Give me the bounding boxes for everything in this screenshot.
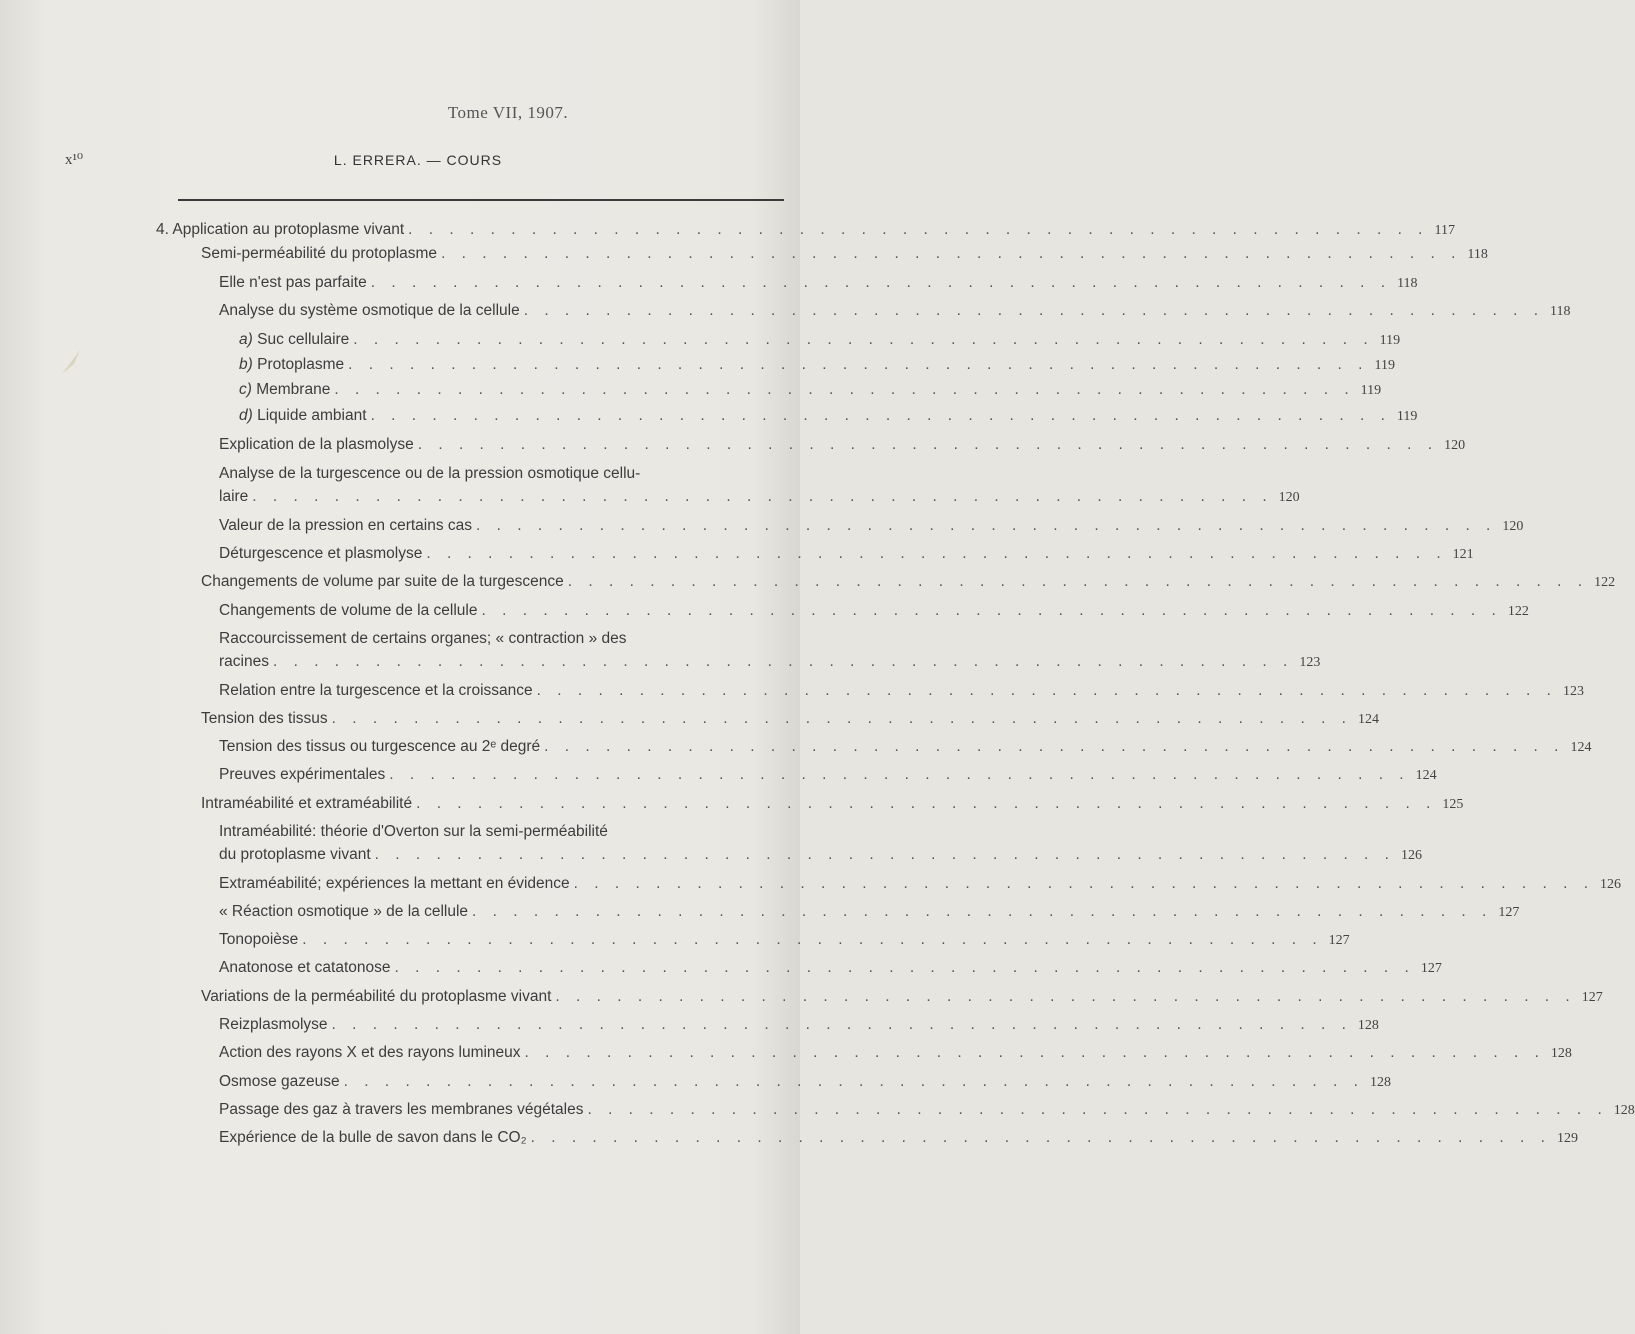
toc-entry-text: Changements de volume par suite de la turgescence <box>201 573 564 590</box>
dot-leader: . . . . . . . . . . . . . . . . . . . . . . . . . . . . . . . . . . . . . . . . . . . . . . . . . . <box>416 795 1437 812</box>
toc-entry-text: Intraméabilité et extraméabilité <box>201 795 413 812</box>
toc-entry <box>219 463 1300 508</box>
toc-entry <box>219 1042 1572 1064</box>
toc-entry-label <box>201 571 564 592</box>
toc-entry-text: Reizplasmolyse <box>219 1016 328 1033</box>
dot-leader: . . . . . . . . . . . . . . . . . . . . . . . . . . . . . . . . . . . . . . . . . . . . . . . . . . <box>389 766 1410 783</box>
dot-leader: . . . . . . . . . . . . . . . . . . . . . . . . . . . . . . . . . . . . . . . . . . . . . . . . . . <box>426 545 1447 562</box>
toc-entry-page-number: 124 <box>1570 740 1592 755</box>
page-number: x¹⁰ <box>65 152 84 168</box>
toc-entry-label <box>219 651 269 672</box>
toc-entry-text: Relation entre la turgescence et la croissance <box>219 682 533 699</box>
toc-entry-text: Analyse du système osmotique de la cellule <box>219 302 520 319</box>
dot-leader: . . . . . . . . . . . . . . . . . . . . . . . . . . . . . . . . . . . . . . . . . . . . . . . . . . <box>567 573 1589 590</box>
toc-entry-row <box>156 219 1455 241</box>
toc-entry-text: Variations de la perméabilité du protoplasme vivant <box>201 988 552 1005</box>
toc-entry-page-number: 128 <box>1357 1018 1379 1033</box>
dot-leader: . . . . . . . . . . . . . . . . . . . . . . . . . . . . . . . . . . . . . . . . . . . . . . . . . . <box>524 1044 1545 1061</box>
toc-entry-page-number: 119 <box>1379 333 1401 348</box>
toc-entry-page-number: 118 <box>1467 247 1488 262</box>
toc-entry-page-number: 119 <box>1374 358 1395 373</box>
toc-entry-text: Valeur de la pression en certains cas <box>219 517 473 534</box>
toc-entry-row <box>239 405 1418 427</box>
toc-entry-first-line: Intraméabilité: théorie d'Overton sur la semi-perméabilité <box>219 823 608 840</box>
toc-entry-page-number: 117 <box>1434 223 1455 238</box>
dot-leader: . . . . . . . . . . . . . . . . . . . . . . . . . . . . . . . . . . . . . . . . . . . . . . . . . . <box>417 436 1439 453</box>
toc-entry-row <box>201 571 1616 593</box>
toc-entry-text: Osmose gazeuse <box>219 1073 340 1090</box>
toc-entry <box>219 1014 1379 1036</box>
toc-entry <box>201 571 1616 593</box>
toc-entry-row <box>219 1127 1578 1149</box>
toc-entry <box>219 1099 1635 1121</box>
toc-entry-row <box>201 708 1379 730</box>
toc-entry-text: Anatonose et catatonose <box>219 959 391 976</box>
toc-entry-label <box>219 736 540 757</box>
toc-entry-label <box>219 543 422 564</box>
toc-entry <box>219 901 1520 923</box>
toc-entry-label <box>239 379 330 400</box>
dot-leader: . . . . . . . . . . . . . . . . . . . . . . . . . . . . . . . . . . . . . . . . . . . . . . . . . . <box>481 602 1502 619</box>
toc-entry-page-number: 125 <box>1442 797 1464 812</box>
toc-entry <box>201 986 1603 1008</box>
toc-entry-text: Passage des gaz à travers les membranes végétales <box>219 1101 584 1118</box>
dot-leader: . . . . . . . . . . . . . . . . . . . . . . . . . . . . . . . . . . . . . . . . . . . . . . . . . . <box>272 653 1294 670</box>
toc-entry-row <box>219 272 1418 294</box>
toc-entry-page-number: 119 <box>1360 383 1382 398</box>
toc-entry-row <box>239 354 1395 376</box>
toc-entry-label <box>219 764 385 785</box>
toc-entry-label <box>156 219 404 240</box>
toc-entry-label <box>219 300 520 321</box>
toc-entry-text: Déturgescence et plasmolyse <box>219 545 423 562</box>
toc-entry-row <box>219 873 1622 895</box>
toc-entry-page-number: 123 <box>1299 655 1321 670</box>
toc-entry-label <box>201 708 328 729</box>
toc-entry-page-number: 122 <box>1507 604 1529 619</box>
toc-entry-page-number: 122 <box>1594 575 1616 590</box>
toc-entry-row <box>219 515 1524 537</box>
toc-entry-page-number: 118 <box>1550 304 1571 319</box>
toc-entry-text: Semi-perméabilité du protoplasme <box>201 245 438 262</box>
running-head: L. ERRERA. — COURS <box>333 152 503 168</box>
toc-entry-page-number: 127 <box>1581 990 1603 1005</box>
toc-entry <box>219 628 1321 673</box>
toc-entry-text: « Réaction osmotique » de la cellule <box>219 903 469 920</box>
toc-entry-text: 4. Application au protoplasme vivant <box>156 221 405 238</box>
dot-leader: . . . . . . . . . . . . . . . . . . . . . . . . . . . . . . . . . . . . . . . . . . . . . . . . . . <box>408 221 1429 238</box>
toc-entry-text: Protoplasme <box>257 356 345 373</box>
toc-entry <box>219 434 1466 456</box>
toc-entry-label <box>219 1071 340 1092</box>
toc-entry-text: Suc cellulaire <box>257 331 350 348</box>
dot-leader: . . . . . . . . . . . . . . . . . . . . . . . . . . . . . . . . . . . . . . . . . . . . . . . . . . <box>353 331 1374 348</box>
toc-entry-row <box>219 543 1474 565</box>
toc-entry <box>219 929 1350 951</box>
dot-leader: . . . . . . . . . . . . . . . . . . . . . . . . . . . . . . . . . . . . . . . . . . . . . . . . . . <box>334 381 1355 398</box>
toc-entry-page-number: 127 <box>1498 905 1520 920</box>
toc-entry-label <box>201 986 551 1007</box>
toc-entry-row <box>219 651 1321 673</box>
dot-leader: . . . . . . . . . . . . . . . . . . . . . . . . . . . . . . . . . . . . . . . . . . . . . . . . . . <box>394 959 1415 976</box>
toc-entry <box>219 272 1418 294</box>
toc-entry-page-number: 120 <box>1278 490 1300 505</box>
toc-entry <box>219 680 1584 702</box>
dot-leader: . . . . . . . . . . . . . . . . . . . . . . . . . . . . . . . . . . . . . . . . . . . . . . . . . . <box>555 988 1576 1005</box>
toc-entry <box>239 379 1382 401</box>
dot-leader: . . . . . . . . . . . . . . . . . . . . . . . . . . . . . . . . . . . . . . . . . . . . . . . . . . <box>374 846 1395 863</box>
dot-leader: . . . . . . . . . . . . . . . . . . . . . . . . . . . . . . . . . . . . . . . . . . . . . . . . . . <box>573 875 1595 892</box>
toc-entry <box>219 764 1437 786</box>
toc-entry-page-number: 120 <box>1502 519 1524 534</box>
toc-entry-text: Elle n'est pas parfaite <box>219 274 367 291</box>
toc-entry-label <box>201 793 412 814</box>
toc-entry-row <box>201 243 1488 265</box>
toc-entry-label <box>219 272 367 293</box>
toc-entry-label <box>239 405 367 426</box>
dot-leader: . . . . . . . . . . . . . . . . . . . . . . . . . . . . . . . . . . . . . . . . . . . . . . . . . . <box>530 1129 1551 1146</box>
dot-leader: . . . . . . . . . . . . . . . . . . . . . . . . . . . . . . . . . . . . . . . . . . . . . . . . . . <box>523 302 1545 319</box>
toc-entry-first-line: Raccourcissement de certains organes; « contraction » des <box>219 630 627 647</box>
toc-entry-row <box>239 379 1382 401</box>
toc-entry-label <box>219 1042 521 1063</box>
toc-entry-text: Expérience de la bulle de savon dans le CO₂ <box>219 1129 527 1146</box>
toc-entry <box>201 793 1464 815</box>
toc-entry-page-number: 126 <box>1400 848 1422 863</box>
toc-entry-first-line: Analyse de la turgescence ou de la pression osmotique cellu- <box>219 465 641 482</box>
toc-entry <box>156 219 1455 241</box>
toc-entry-row <box>219 300 1571 322</box>
toc-entry-text: Tension des tissus <box>201 710 328 727</box>
toc-entry-page-number: 126 <box>1600 877 1622 892</box>
toc-entry-text: Membrane <box>256 381 331 398</box>
dot-leader: . . . . . . . . . . . . . . . . . . . . . . . . . . . . . . . . . . . . . . . . . . . . . . . . . . <box>348 356 1369 373</box>
dot-leader: . . . . . . . . . . . . . . . . . . . . . . . . . . . . . . . . . . . . . . . . . . . . . . . . . . <box>331 710 1352 727</box>
toc-entry-row <box>219 1071 1391 1093</box>
toc-entry-text: Explication de la plasmolyse <box>219 436 414 453</box>
toc-entry-marker: c) <box>239 381 252 398</box>
toc-entry-label <box>219 680 533 701</box>
toc-entry-page-number: 128 <box>1613 1103 1635 1118</box>
dot-leader: . . . . . . . . . . . . . . . . . . . . . . . . . . . . . . . . . . . . . . . . . . . . . . . . . . <box>587 1101 1608 1118</box>
toc-entry-row <box>219 600 1529 622</box>
toc-entry-row <box>219 434 1466 456</box>
toc-entry-page-number: 128 <box>1369 1075 1391 1090</box>
toc-entry-label <box>219 515 472 536</box>
toc-entry <box>219 543 1474 565</box>
toc-entry-row <box>201 986 1603 1008</box>
toc-entry-label <box>219 929 298 950</box>
toc-entry-label <box>219 844 371 865</box>
dot-leader: . . . . . . . . . . . . . . . . . . . . . . . . . . . . . . . . . . . . . . . . . . . . . . . . . . <box>331 1016 1352 1033</box>
toc-entry-row <box>219 957 1442 979</box>
toc-entry-page-number: 129 <box>1556 1131 1578 1146</box>
toc-entry-row <box>219 1042 1572 1064</box>
toc-entry-page-number: 119 <box>1396 409 1418 424</box>
dot-leader: . . . . . . . . . . . . . . . . . . . . . . . . . . . . . . . . . . . . . . . . . . . . . . . . . . <box>536 682 1557 699</box>
toc-entry <box>219 1071 1391 1093</box>
toc-entry-text: laire <box>219 488 249 505</box>
toc-entry-row <box>219 844 1422 866</box>
toc-entry-text: Tonopoièse <box>219 931 299 948</box>
toc-entry-text: Action des rayons X et des rayons lumineux <box>219 1044 521 1061</box>
volume-reference: Tome VII, 1907. <box>447 103 569 122</box>
toc-entry-page-number: 127 <box>1420 961 1442 976</box>
toc-entry-label <box>239 329 349 350</box>
dot-leader: . . . . . . . . . . . . . . . . . . . . . . . . . . . . . . . . . . . . . . . . . . . . . . . . . . <box>370 407 1391 424</box>
dot-leader: . . . . . . . . . . . . . . . . . . . . . . . . . . . . . . . . . . . . . . . . . . . . . . . . . . <box>370 274 1392 291</box>
toc-entry <box>219 736 1592 758</box>
toc-entry-text: Preuves expérimentales <box>219 766 386 783</box>
toc-entry <box>219 957 1442 979</box>
toc-entry-page-number: 121 <box>1452 547 1474 562</box>
toc-entry <box>219 873 1622 895</box>
toc-entry <box>201 243 1488 265</box>
toc-entry-row <box>219 901 1520 923</box>
toc-entry-marker: d) <box>239 407 253 424</box>
toc-entry-text: Changements de volume de la cellule <box>219 602 478 619</box>
toc-entry <box>219 821 1422 866</box>
toc-entry-row <box>219 929 1350 951</box>
toc-entry-label <box>219 873 570 894</box>
toc-entry <box>219 600 1529 622</box>
toc-entry-text: Tension des tissus ou turgescence au 2ᵉ degré <box>219 738 541 755</box>
toc-entry-label <box>219 1099 583 1120</box>
toc-entry-row <box>219 680 1584 702</box>
toc-entry-page-number: 127 <box>1328 933 1350 948</box>
dot-leader: . . . . . . . . . . . . . . . . . . . . . . . . . . . . . . . . . . . . . . . . . . . . . . . . . . <box>441 245 1462 262</box>
toc-entry-label <box>219 486 248 507</box>
dot-leader: . . . . . . . . . . . . . . . . . . . . . . . . . . . . . . . . . . . . . . . . . . . . . . . . . . <box>252 488 1273 505</box>
toc-entry-text: Extraméabilité; expériences la mettant en évidence <box>219 875 570 892</box>
toc-entry-label <box>219 1127 527 1148</box>
toc-entry-label <box>219 957 391 978</box>
toc-entry-page-number: 128 <box>1550 1046 1572 1061</box>
toc-entry-text: racines <box>219 653 269 670</box>
toc-entry-row <box>201 793 1464 815</box>
toc-entry-marker: b) <box>239 356 253 373</box>
toc-entry <box>239 354 1395 376</box>
toc-entry-row <box>219 1099 1635 1121</box>
dot-leader: . . . . . . . . . . . . . . . . . . . . . . . . . . . . . . . . . . . . . . . . . . . . . . . . . . <box>343 1073 1364 1090</box>
toc-entry-page-number: 118 <box>1397 276 1418 291</box>
toc-entry <box>201 708 1379 730</box>
dot-leader: . . . . . . . . . . . . . . . . . . . . . . . . . . . . . . . . . . . . . . . . . . . . . . . . . . <box>476 517 1497 534</box>
toc-entry-row <box>219 736 1592 758</box>
toc-entry <box>239 405 1418 427</box>
toc-entry-marker: a) <box>239 331 253 348</box>
toc-entry-row <box>219 764 1437 786</box>
toc-entry-label <box>219 901 468 922</box>
toc-entry-row <box>239 329 1401 351</box>
toc-entry-label <box>201 243 437 264</box>
toc-entry-page-number: 123 <box>1562 684 1584 699</box>
toc-entry-label <box>219 600 478 621</box>
toc-entry-label <box>239 354 344 375</box>
toc-entry-label <box>219 434 414 455</box>
toc-entry <box>219 515 1524 537</box>
toc-entry-page-number: 120 <box>1444 438 1466 453</box>
toc-entry-label <box>219 1014 328 1035</box>
toc-entry-text: du protoplasme vivant <box>219 846 371 863</box>
toc-entry <box>219 1127 1578 1149</box>
toc-entry-row <box>219 486 1300 508</box>
toc-entry-page-number: 124 <box>1358 712 1379 727</box>
dot-leader: . . . . . . . . . . . . . . . . . . . . . . . . . . . . . . . . . . . . . . . . . . . . . . . . . . <box>472 903 1493 920</box>
dot-leader: . . . . . . . . . . . . . . . . . . . . . . . . . . . . . . . . . . . . . . . . . . . . . . . . . . <box>302 931 1323 948</box>
toc-entry <box>239 329 1401 351</box>
toc-entry-row <box>219 1014 1379 1036</box>
toc-entry <box>219 300 1571 322</box>
toc-entry-text: Liquide ambiant <box>257 407 367 424</box>
dot-leader: . . . . . . . . . . . . . . . . . . . . . . . . . . . . . . . . . . . . . . . . . . . . . . . . . . <box>544 738 1565 755</box>
toc-entry-page-number: 124 <box>1415 768 1437 783</box>
